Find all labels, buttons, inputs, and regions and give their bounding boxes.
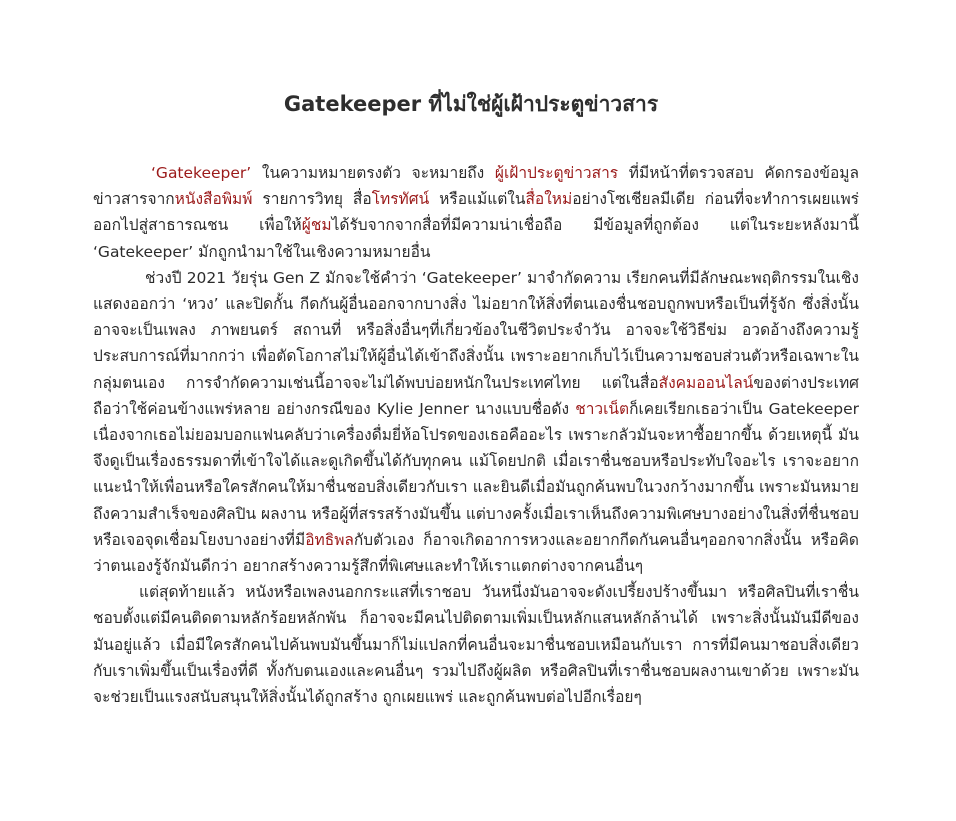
text-segment: อย่างโซเชียลมีเดีย ก่อนที่จะทำการเผยแพร่ออกไปสู่สาธารณชน เพื่อให้ (93, 190, 859, 235)
highlight-audience: ผู้ชม (301, 216, 332, 235)
text-segment: ก็เคยเรียกเธอว่าเป็น Gatekeeper เนื่องจากเธอไม่ยอมบอกแฟนคลับว่าเครื่องดื่มยี่ห้อโปรดของเธอคืออะไร เพราะกลัวมันจะหาซื้อยากขึ้น ด้วยเหตุนี้ มันจึงดูเป็นเรื่องธรรมดาที่เข้าใจได้และดูเกิดขึ้นได้กับทุกคน แม้โดยปกติ เมื่อเราชื่นชอบหรือประทับใจอะไร เราจะอยากแนะนำให้เพื่อนหรือใครสักคนให้มาชื่นชอบสิ่งเดียวกับเรา และยินดีเมื่อมันถูกค้นพบในวงกว้างมากขึ้น เพราะมันหมายถึงความสำเร็จของศิลปิน ผลงาน หรือผู้ที่สรรสร้างมันขึ้น แต่บางครั้งเมื่อเราเห็นถึงความพิเศษบางอย่างในสิ่งที่ชื่นชอบ หรือเจอจุดเชื่อมโยงบางอย่างที่มี (93, 399, 859, 549)
highlight-newspaper: หนังสือพิมพ์ (174, 190, 253, 209)
text-segment: รายการวิทยุ สื่อ (252, 190, 372, 209)
highlight-gatekeeper: ‘Gatekeeper’ (151, 164, 252, 182)
text-segment: ได้รับจากจากสื่อที่มีความน่าเชื่อถือ มีข้อมูลที่ถูกต้อง แต่ในระยะหลังมานี้ ‘Gatekeeper’ มักถูกนำมาใช้ในเชิงความหมายอื่น (93, 216, 859, 261)
paragraph-2 (93, 265, 859, 579)
text-segment: ช่วงปี 2021 วัยรุ่น Gen Z มักจะใช้คำว่า ‘Gatekeeper’ มาจำกัดความ เรียกคนที่มีลักษณะพฤติกรรมในเชิงแสดงออกว่า ‘หวง’ และปิดกั้น กีดกันผู้อื่นออกจากบางสิ่ง ไม่อยากให้สิ่งที่ตนเองชื่นชอบถูกพบหรือเป็นที่รู้จัก ซึ่งสิ่งนั้นอาจจะเป็นเพลง ภาพยนตร์ สถานที่ หรือสิ่งอื่นๆที่เกี่ยวข้องในชีวิตประจำวัน อาจจะใช้วิธีข่ม อวดอ้างถึงความรู้ ประสบการณ์ที่มากกว่า เพื่อตัดโอกาสไม่ให้ผู้อื่นได้เข้าถึงสิ่งนั้น เพราะอยากเก็บไว้เป็นความชอบส่วนตัวหรือเฉพาะในกลุ่มตนเอง การจำกัดความเช่นนี้อาจจะไม่ได้พบบ่อยหนักในประเทศไทย แต่ในสื่อ (93, 268, 859, 392)
paragraph-1 (93, 160, 859, 265)
document-body (93, 160, 859, 710)
highlight-netizens: ชาวเน็ต (575, 399, 630, 418)
text-segment: กับตัวเอง ก็อาจเกิดอาการหวงและอยากกีดกันคนอื่นๆออกจากสิ่งนั้น หรือคิดว่าตนเองรู้จักมันดีกว่า อยากสร้างความรู้สึกที่พิเศษและทำให้เราแตกต่างจากคนอื่นๆ (93, 530, 859, 576)
document-title: Gatekeeper ที่ไม่ใช่ผู้เฝ้าประตูข่าวสาร (283, 92, 659, 116)
highlight-television: โทรทัศน์ (371, 190, 430, 209)
highlight-influence: อิทธิพล (305, 530, 354, 549)
text-segment: ที่มีหน้าที่ตรวจสอบ คัดกรองข้อมูลข่าวสารจาก (93, 164, 860, 209)
highlight-gatekeeper-thai: ผู้เฝ้าประตูข่าวสาร (494, 164, 619, 182)
text-segment: แต่สุดท้ายแล้ว หนังหรือเพลงนอกกระแสที่เราชอบ วันหนึ่งมันอาจจะดังเปรี้ยงปร้างขึ้นมา หรือศิลปินที่เราชื่นชอบตั้งแต่มีคนติดตามหลักร้อยหลักพัน ก็อาจจะมีคนไปติดตามเพิ่มเป็นหลักแสนหลักล้านได้ เพราะสิ่งนั้นมันมีดีของมันอยู่แล้ว เมื่อมีใครสักคนไปค้นพบมันขึ้นมาก็ไม่แปลกที่คนอื่นจะมาชื่นชอบเหมือนกับเรา การที่มีคนมาชอบสิ่งเดียวกับเราเพิ่มขึ้นเป็นเรื่องที่ดี ทั้งกับตนเองและคนอื่นๆ รวมไปถึงผู้ผลิต หรือศิลปินที่เราชื่นชอบผลงานเขาด้วย เพราะมันจะช่วยเป็นแรงสนับสนุนให้สิ่งนั้นได้ถูกสร้าง ถูกเผยแพร่ และถูกค้นพบต่อไปอีกเรื่อยๆ (93, 583, 859, 707)
text-segment: หรือแม้แต่ใน (429, 190, 526, 209)
paragraph-3 (93, 579, 859, 710)
highlight-social-media: สังคมออนไลน์ (658, 373, 754, 392)
text-segment: ของต่างประเทศถือว่าใช้ค่อนข้างแพร่หลาย อย่างกรณีของ Kylie Jenner นางแบบชื่อดัง (93, 373, 859, 418)
highlight-new-media: สื่อใหม่ (525, 190, 573, 209)
text-segment: ในความหมายตรงตัว จะหมายถึง (251, 164, 495, 182)
